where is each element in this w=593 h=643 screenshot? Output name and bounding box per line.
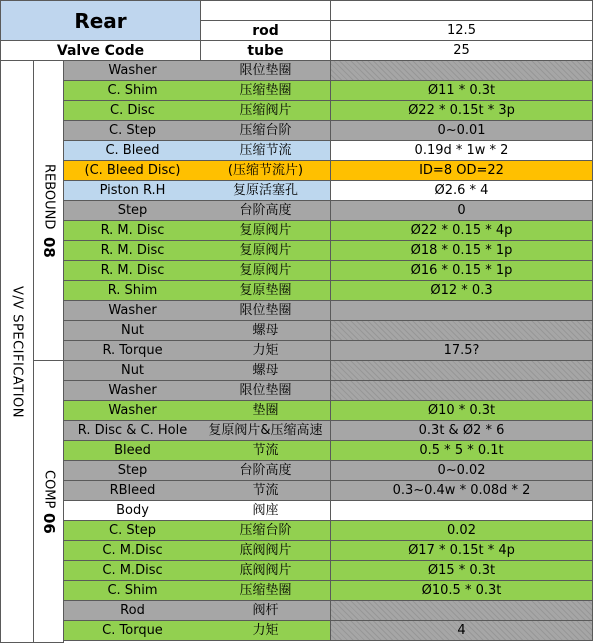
- side-label: V/V SPECIFICATION: [9, 285, 25, 419]
- spec-row-cn-cell: 压缩垫圈: [201, 81, 331, 101]
- valve-code-label: Valve Code: [0, 41, 201, 61]
- spec-row-cn-cell: 底阀阀片: [201, 561, 331, 581]
- header-blank-mid: [201, 0, 331, 21]
- spec-row-cn-cell: 复原阀片&压缩高速: [201, 421, 331, 441]
- spec-row-name-cell: R. Torque: [64, 341, 202, 361]
- rebound-code: 08: [40, 237, 58, 259]
- spec-row-name-cell: Piston R.H: [64, 181, 202, 201]
- spec-row-cn-cell: 压缩节流: [201, 141, 331, 161]
- spec-row-value-cell: 0.19d * 1w * 2: [331, 141, 593, 161]
- spec-row-name-cell: Washer: [64, 301, 202, 321]
- spec-row-value-cell: 0.5 * 5 * 0.1t: [331, 441, 593, 461]
- spec-row-cn-cell: 复原阀片: [201, 241, 331, 261]
- spec-row-cn-cell: 压缩台阶: [201, 121, 331, 141]
- spec-row-value-cell: Ø11 * 0.3t: [331, 81, 593, 101]
- spec-row-value-cell: 0.3~0.4w * 0.08d * 2: [331, 481, 593, 501]
- spec-row-cn-cell: 复原活塞孔: [201, 181, 331, 201]
- spec-row-name-cell: C. Shim: [64, 81, 202, 101]
- spec-row-name-cell: C. Shim: [64, 581, 202, 601]
- spec-row-value-cell: Ø22 * 0.15 * 4p: [331, 221, 593, 241]
- spec-row-cn-cell: 力矩: [201, 341, 331, 361]
- spec-row-cn-cell: 复原阀片: [201, 221, 331, 241]
- spec-row-cn-cell: 限位垫圈: [201, 301, 331, 321]
- spec-row-value-cell: Ø15 * 0.3t: [331, 561, 593, 581]
- spec-row-name-cell: C. Torque: [64, 621, 202, 641]
- spec-row-name-cell: C. M.Disc: [64, 561, 202, 581]
- spec-row-name-cell: Rod: [64, 601, 202, 621]
- rebound-section-label: [34, 61, 64, 361]
- spec-row-cn-cell: 复原阀片: [201, 261, 331, 281]
- spec-row-value-cell: Ø10 * 0.3t: [331, 401, 593, 421]
- spec-row-name-cell: Nut: [64, 361, 202, 381]
- spec-row-name-cell: R. Disc & C. Hole: [64, 421, 202, 441]
- spec-row-cn-cell: 台阶高度: [201, 201, 331, 221]
- spec-row-name-cell: (C. Bleed Disc): [64, 161, 202, 181]
- tube-label: tube: [201, 41, 331, 61]
- spec-row-name-cell: Washer: [64, 401, 202, 421]
- spec-row-name-cell: Step: [64, 461, 202, 481]
- spec-row-value-cell: 0~0.01: [331, 121, 593, 141]
- tube-value: 25: [331, 41, 593, 61]
- spec-row-value-cell: 0.3t & Ø2 * 6: [331, 421, 593, 441]
- spec-row-name-cell: C. Step: [64, 521, 202, 541]
- spec-row-name-cell: C. Step: [64, 121, 202, 141]
- spec-row-cn-cell: 螺母: [201, 321, 331, 341]
- comp-section-label: [34, 361, 64, 643]
- spec-row-cn-cell: 螺母: [201, 361, 331, 381]
- spec-row-value-cell: 0.02: [331, 521, 593, 541]
- spec-row-cn-cell: 垫圈: [201, 401, 331, 421]
- spec-row-name-cell: C. M.Disc: [64, 541, 202, 561]
- spec-row-value-cell: [331, 501, 593, 521]
- spec-row-name-cell: C. Disc: [64, 101, 202, 121]
- spec-row-cn-cell: 节流: [201, 441, 331, 461]
- spec-row-cn-cell: 压缩台阶: [201, 521, 331, 541]
- spec-row-value-cell: Ø18 * 0.15 * 1p: [331, 241, 593, 261]
- spec-row-name-cell: Washer: [64, 61, 202, 81]
- spec-row-value-cell: [331, 321, 593, 341]
- spec-row-name-cell: Body: [64, 501, 202, 521]
- spec-row-name-cell: C. Bleed: [64, 141, 202, 161]
- spec-row-value-cell: 4: [331, 621, 593, 641]
- spec-row-cn-cell: 底阀阀片: [201, 541, 331, 561]
- spec-row-cn-cell: 节流: [201, 481, 331, 501]
- header-blank-right: [331, 0, 593, 21]
- spec-row-cn-cell: 阀座: [201, 501, 331, 521]
- rod-value: 12.5: [331, 21, 593, 41]
- spec-row-value-cell: 17.5?: [331, 341, 593, 361]
- spec-row-name-cell: Step: [64, 201, 202, 221]
- spec-row-value-cell: [331, 381, 593, 401]
- spec-row-value-cell: Ø22 * 0.15t * 3p: [331, 101, 593, 121]
- spec-row-cn-cell: 力矩: [201, 621, 331, 641]
- rebound-label: REBOUND: [41, 163, 57, 230]
- comp-label: COMP: [41, 470, 57, 509]
- spec-row-value-cell: Ø16 * 0.15 * 1p: [331, 261, 593, 281]
- spec-row-name-cell: Nut: [64, 321, 202, 341]
- spec-row-name-cell: Bleed: [64, 441, 202, 461]
- spec-row-value-cell: Ø12 * 0.3: [331, 281, 593, 301]
- spec-row-cn-cell: 压缩阀片: [201, 101, 331, 121]
- spec-row-value-cell: Ø10.5 * 0.3t: [331, 581, 593, 601]
- spec-row-name-cell: R. M. Disc: [64, 241, 202, 261]
- spec-row-value-cell: Ø2.6 * 4: [331, 181, 593, 201]
- spec-row-cn-cell: 台阶高度: [201, 461, 331, 481]
- spec-row-cn-cell: 复原垫圈: [201, 281, 331, 301]
- spec-row-name-cell: R. Shim: [64, 281, 202, 301]
- spec-row-name-cell: R. M. Disc: [64, 261, 202, 281]
- comp-code: 06: [40, 512, 58, 534]
- spec-row-name-cell: RBleed: [64, 481, 202, 501]
- spec-row-cn-cell: (压缩节流片): [201, 161, 331, 181]
- spec-row-value-cell: [331, 61, 593, 81]
- spec-row-value-cell: [331, 301, 593, 321]
- spec-row-value-cell: Ø17 * 0.15t * 4p: [331, 541, 593, 561]
- spec-row-value-cell: [331, 361, 593, 381]
- spec-row-value-cell: 0: [331, 201, 593, 221]
- spec-row-value-cell: 0~0.02: [331, 461, 593, 481]
- spec-row-name-cell: R. M. Disc: [64, 221, 202, 241]
- spec-row-cn-cell: 限位垫圈: [201, 381, 331, 401]
- rear-title: Rear: [0, 0, 201, 41]
- spec-row-cn-cell: 限位垫圈: [201, 61, 331, 81]
- rod-label: rod: [201, 21, 331, 41]
- spec-row-name-cell: Washer: [64, 381, 202, 401]
- spec-row-value-cell: ID=8 OD=22: [331, 161, 593, 181]
- spec-row-value-cell: [331, 601, 593, 621]
- spec-row-cn-cell: 阀杆: [201, 601, 331, 621]
- spec-row-cn-cell: 压缩垫圈: [201, 581, 331, 601]
